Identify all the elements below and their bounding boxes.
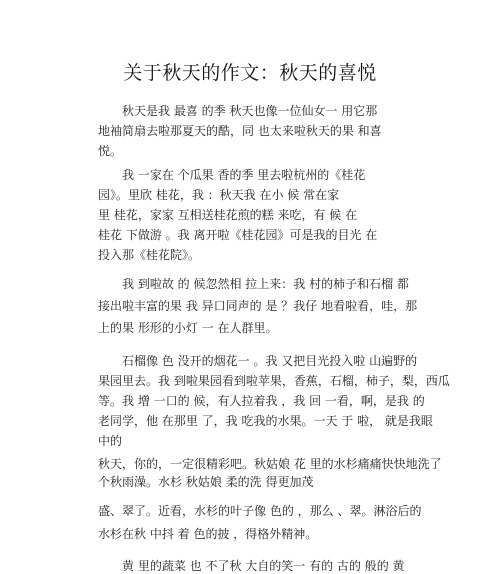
body-line: 秋天，你的，一定很精彩吧。秋姑娘 花 里的水杉痛痛快快地洗了 [98, 457, 442, 471]
body-line: 水杉在秋 中抖 着 色的披 ，得格外精神。 [98, 527, 318, 541]
body-line: 石榴像 色 没开的烟花一 。我 又把目光投入啦 山遍野的 [98, 354, 418, 368]
body-line: 黄 里的蔬菜 也 不了秋 大自的笑一 有的 古的 般的 黄 [98, 559, 405, 573]
page-title: 关于秋天的作文：秋天的喜悦 [123, 62, 377, 84]
body-line: 我 到啦故 的 候忽然相 拉上来：我 村的柿子和石榴 都 [98, 277, 409, 291]
body-line: 秋天是我 最喜 的季 秋天也像一位仙女一 用它那 [98, 104, 378, 118]
body-line: 园》。里欣 桂花，我 ：秋天我 在小 候 常在家 [98, 188, 340, 202]
body-line: 桂花 下做游 。我 离开啦《桂花园》可是我的目光 在 [98, 228, 378, 242]
body-line: 盛、翠了。近看，水杉的叶子像 色的 ，那么 、翠。淋浴后的 [98, 504, 422, 518]
body-line: 里 桂花，家家 互相送桂花煎的糕 来吃，有 候 在 [98, 208, 358, 222]
body-line: 等。我 增 一口的 候，有人拉着我 ，我 回 一看，啊，是我 的 [98, 394, 425, 408]
body-line: 地袖简扇去啦那夏天的酷，同 也太来啦秋天的果 和喜 [98, 124, 382, 138]
body-line: 果园里去。我 到啦果园看到啦苹果，香蕉，石榴，柿子，梨，西瓜 [98, 374, 450, 388]
body-line: 老同学，他 在那里 了，我 吃我的水果。一天 于 啦， 就是我眼 [98, 414, 433, 428]
body-line: 悦。 [98, 144, 123, 158]
body-line: 个秋雨澡。水杉 秋姑娘 柔的洗 得更加茂 [98, 475, 314, 489]
body-line: 中的 [98, 434, 123, 448]
body-line: 上的果 形形的小灯 一 在人群里。 [98, 321, 278, 335]
body-line: 投入那《桂花院》。 [98, 248, 201, 262]
body-line: 接出啦丰富的果 我 异口同声的 是 ？我仔 地看啦看，哇，那 [98, 299, 418, 313]
body-line: 我 一家在 个瓜果 香的季 里去啦杭州的《桂花 [98, 168, 366, 182]
